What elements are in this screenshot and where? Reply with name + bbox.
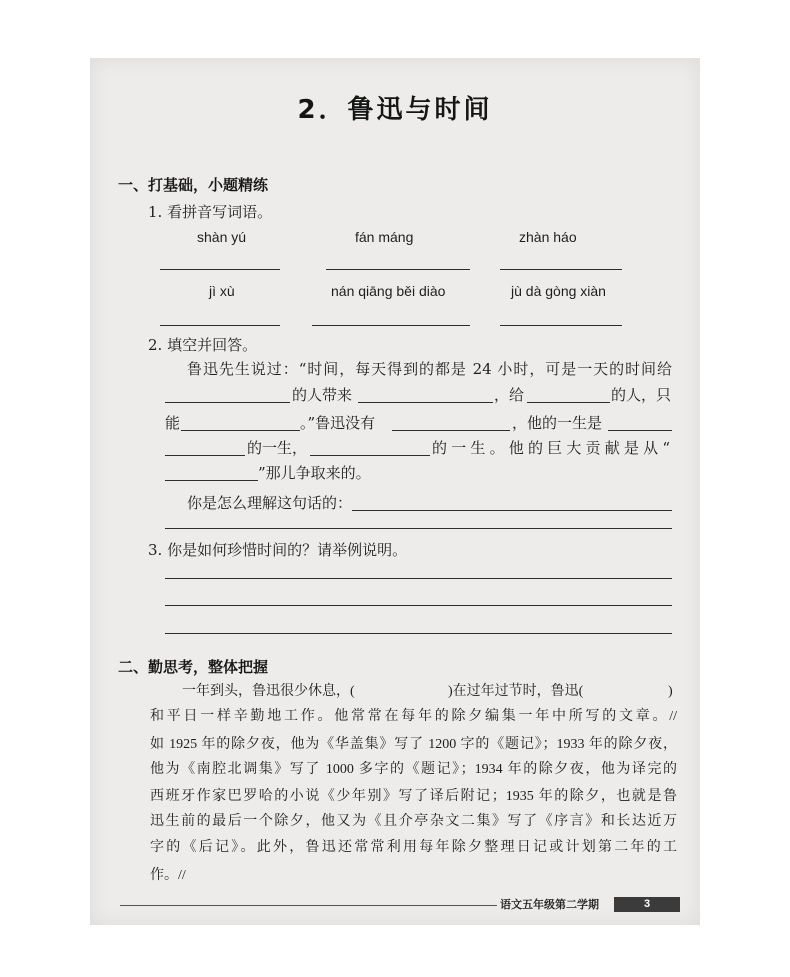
fill-blank (608, 413, 672, 431)
passage-text: ) (668, 684, 673, 699)
passage-text: 一年到头，鲁迅很少休息，( (182, 684, 355, 699)
fill-blank (165, 385, 290, 403)
passage-line: 迅生前的最后一个除夕，他又为《且介亭杂文二集》写了《序言》和长达近万 (150, 814, 677, 829)
writing-line (500, 325, 622, 326)
section-1-heading: 一、打基础，小题精练 (118, 176, 269, 194)
quote-text: 的人带来 (292, 386, 353, 404)
writing-line (160, 325, 280, 326)
fill-blank (392, 413, 510, 431)
quote-text: ”那儿争取来的。 (258, 464, 371, 482)
passage-text: )在过年过节时，鲁迅( (448, 684, 584, 699)
writing-line (160, 269, 280, 270)
passage-line: 作。// (150, 868, 186, 883)
quote-text: ，他的一生是 (512, 414, 603, 432)
writing-line (500, 269, 622, 270)
quote-text: 鲁迅先生说过：“时间，每天得到的都是 24 小时，可是一天的时间给 (187, 360, 672, 378)
lesson-title: 2．鲁迅与时间 (297, 95, 493, 125)
q1-prompt: 1. 看拼音写词语。 (148, 203, 273, 221)
passage-line: 他为《南腔北调集》写了 1000 多字的《题记》；1934 年的除夕夜，他为译完的 (150, 762, 677, 777)
fill-blank (165, 438, 245, 456)
answer-line (165, 605, 672, 606)
fill-blank (358, 385, 493, 403)
pinyin-label: jù dà gòng xiàn (511, 283, 606, 299)
quote-text: 的一生， (247, 439, 308, 457)
passage-line: 和平日一样辛勤地工作。他常常在每年的除夕编集一年中所写的文章。// (150, 709, 677, 724)
writing-line (326, 269, 470, 270)
pinyin-label: nán qiāng běi diào (331, 283, 446, 299)
writing-line (312, 325, 470, 326)
answer-line (352, 493, 672, 511)
q2-question: 你是怎么理解这句话的： (187, 494, 353, 512)
quote-text: 能 (165, 414, 181, 432)
q2-prompt: 2. 填空并回答。 (148, 336, 258, 354)
passage-line: 字的《后记》。此外，鲁迅还常常利用每年除夕整理日记或计划第二年的工 (150, 840, 677, 855)
passage-line: 如 1925 年的除夕夜，他为《华盖集》写了 1200 字的《题记》；1933 年的除夕夜， (150, 737, 677, 752)
section-2-heading: 二、勤思考，整体把握 (118, 658, 269, 676)
page-number: 3 (643, 898, 651, 910)
answer-line (165, 633, 672, 634)
footer-course-label: 语文五年级第二学期 (500, 898, 599, 911)
answer-line (165, 528, 672, 529)
fill-blank (527, 385, 610, 403)
quote-text: 的人，只 (611, 386, 672, 404)
pinyin-label: zhàn háo (519, 229, 577, 245)
answer-line (165, 578, 672, 579)
quote-text: 的一生。他的巨大贡献是从“ (432, 439, 670, 457)
page-number-badge (614, 897, 680, 912)
pinyin-label: shàn yú (197, 229, 247, 245)
footer-rule (120, 905, 497, 906)
quote-text: ，给 (494, 386, 525, 404)
passage-line: 西班牙作家巴罗哈的小说《少年别》写了译后附记；1935 年的除夕，也就是鲁 (150, 789, 677, 804)
quote-text: 。”鲁迅没有 (300, 414, 376, 432)
fill-blank (165, 463, 258, 481)
fill-blank (181, 413, 300, 431)
q3-prompt: 3. 你是如何珍惜时间的？请举例说明。 (148, 541, 408, 559)
pinyin-label: fán máng (355, 229, 414, 245)
fill-blank (310, 438, 430, 456)
pinyin-label: jì xù (209, 283, 235, 299)
